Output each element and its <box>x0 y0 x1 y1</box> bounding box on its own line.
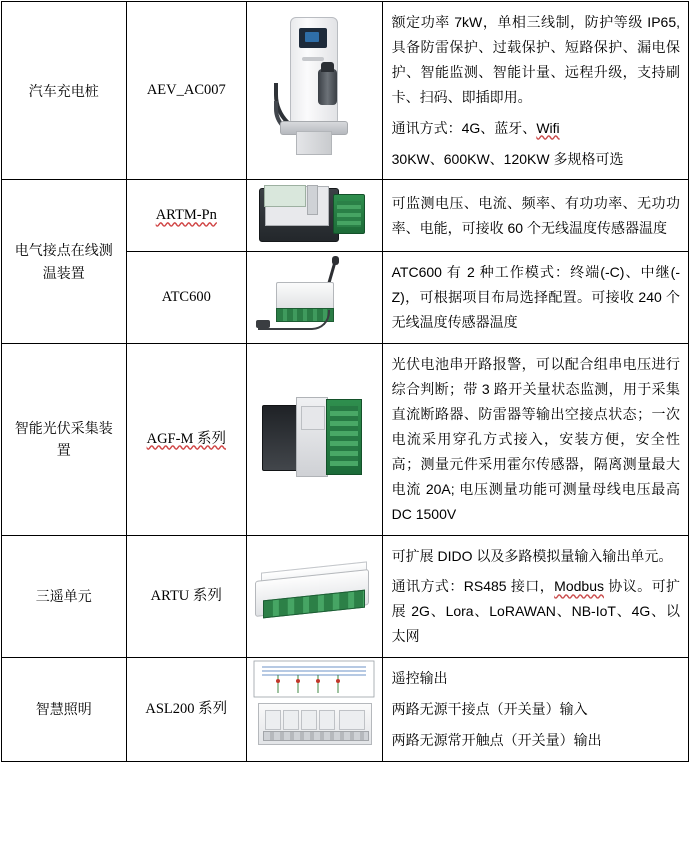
table-row <box>2 180 689 252</box>
category-label: 智能光伏采集装置 <box>14 419 113 459</box>
description-cell <box>382 535 688 658</box>
model-cell <box>126 658 247 762</box>
description-paragraph: 通讯方式：4G、蓝牙、Wifi <box>391 119 560 136</box>
description-text <box>383 344 688 534</box>
description-cell <box>382 344 688 535</box>
remote-terminal-unit-photo <box>249 559 379 629</box>
model-label: AEV_AC007 <box>146 82 226 99</box>
model-cell <box>126 2 247 180</box>
table-row <box>2 535 689 658</box>
product-image-cell <box>247 180 383 252</box>
model-label: ASL200 系列 <box>145 700 228 717</box>
wavy-term: Wifi <box>536 119 560 136</box>
table-row <box>2 658 689 762</box>
description-text <box>383 252 688 343</box>
ev-charging-pile-photo <box>266 13 362 163</box>
description-paragraph: 两路无源干接点（开关量）输入 <box>391 701 588 718</box>
description-paragraph: ATC600 有 2 种工作模式：终端(-C)、中继(-Z)，可根据项目布局选择配置。可接收 240 个无线温度传感器温度 <box>391 264 680 331</box>
description-cell <box>382 658 688 762</box>
pv-acquisition-device-photo <box>254 389 374 485</box>
description-text <box>383 2 688 179</box>
table-row <box>2 2 689 180</box>
model-label: AGF-M 系列 <box>146 430 226 447</box>
model-cell <box>126 344 247 535</box>
description-text <box>383 183 688 249</box>
category-cell <box>2 658 127 762</box>
product-image-cell <box>247 535 383 658</box>
category-label: 三遥单元 <box>35 588 92 605</box>
model-cell <box>126 252 247 344</box>
category-label: 电气接点在线测温装置 <box>14 242 113 281</box>
description-paragraph: 两路无源常开触点（开关量）输出 <box>391 731 602 748</box>
spec-table-document <box>0 1 690 862</box>
description-cell <box>382 2 688 180</box>
product-spec-table <box>1 1 689 762</box>
description-cell <box>382 180 688 252</box>
description-paragraph: 可扩展 DIDO 以及多路模拟量输入输出单元。 <box>391 547 673 564</box>
product-image-cell <box>247 252 383 344</box>
model-cell <box>126 180 247 252</box>
table-row <box>2 344 689 535</box>
model-label: ARTM-Pn <box>155 207 217 224</box>
description-paragraph: 30KW、600KW、120KW 多规格可选 <box>391 150 624 167</box>
category-label: 汽车充电桩 <box>28 82 99 99</box>
model-label: ATC600 <box>161 289 211 306</box>
product-image-cell <box>247 658 383 762</box>
wireless-receiver-photo <box>254 256 374 334</box>
model-label: ARTU 系列 <box>150 587 222 604</box>
description-paragraph: 光伏电池串开路报警，可以配合组串电压进行综合判断；带 3 路开关量状态监测，用于采集直流断路器、防雷器等输出空接点状态；一次电流采用穿孔方式接入，安装方便，安全性高；测量元件采用霍尔传感器，隔离测量最大电流 20A; 电压测量功能可测量母线电压最高 DC 1500V <box>391 356 680 522</box>
description-paragraph: 通讯方式：RS485 接口，Modbus 协议。可扩展 2G、Lora、LoRAWAN、NB-IoT、4G、以太网 <box>391 578 681 645</box>
description-cell <box>382 252 688 344</box>
wiring-diagram-icon <box>252 659 376 699</box>
product-image-cell <box>247 2 383 180</box>
category-cell <box>2 180 127 344</box>
intelligent-lighting-controller-photo <box>248 659 380 755</box>
description-paragraph: 遥控输出 <box>391 670 448 687</box>
category-cell <box>2 535 127 658</box>
model-cell <box>126 535 247 658</box>
description-text <box>383 658 688 761</box>
category-label: 智慧照明 <box>35 701 92 718</box>
category-cell <box>2 344 127 535</box>
description-paragraph: 可监测电压、电流、频率、有功功率、无功功率、电能，可接收 60 个无线温度传感器温度 <box>391 195 680 236</box>
panel-meter-photo <box>259 180 369 246</box>
category-cell <box>2 2 127 180</box>
description-text <box>383 536 688 658</box>
product-image-cell <box>247 344 383 535</box>
description-paragraph: 额定功率 7kW，单相三线制，防护等级 IP65,具备防雷保护、过载保护、短路保护、漏电保护、智能监测、智能计量、远程升级，支持刷卡、扫码、即插即用。 <box>391 14 680 105</box>
wavy-term: Modbus <box>554 578 604 595</box>
